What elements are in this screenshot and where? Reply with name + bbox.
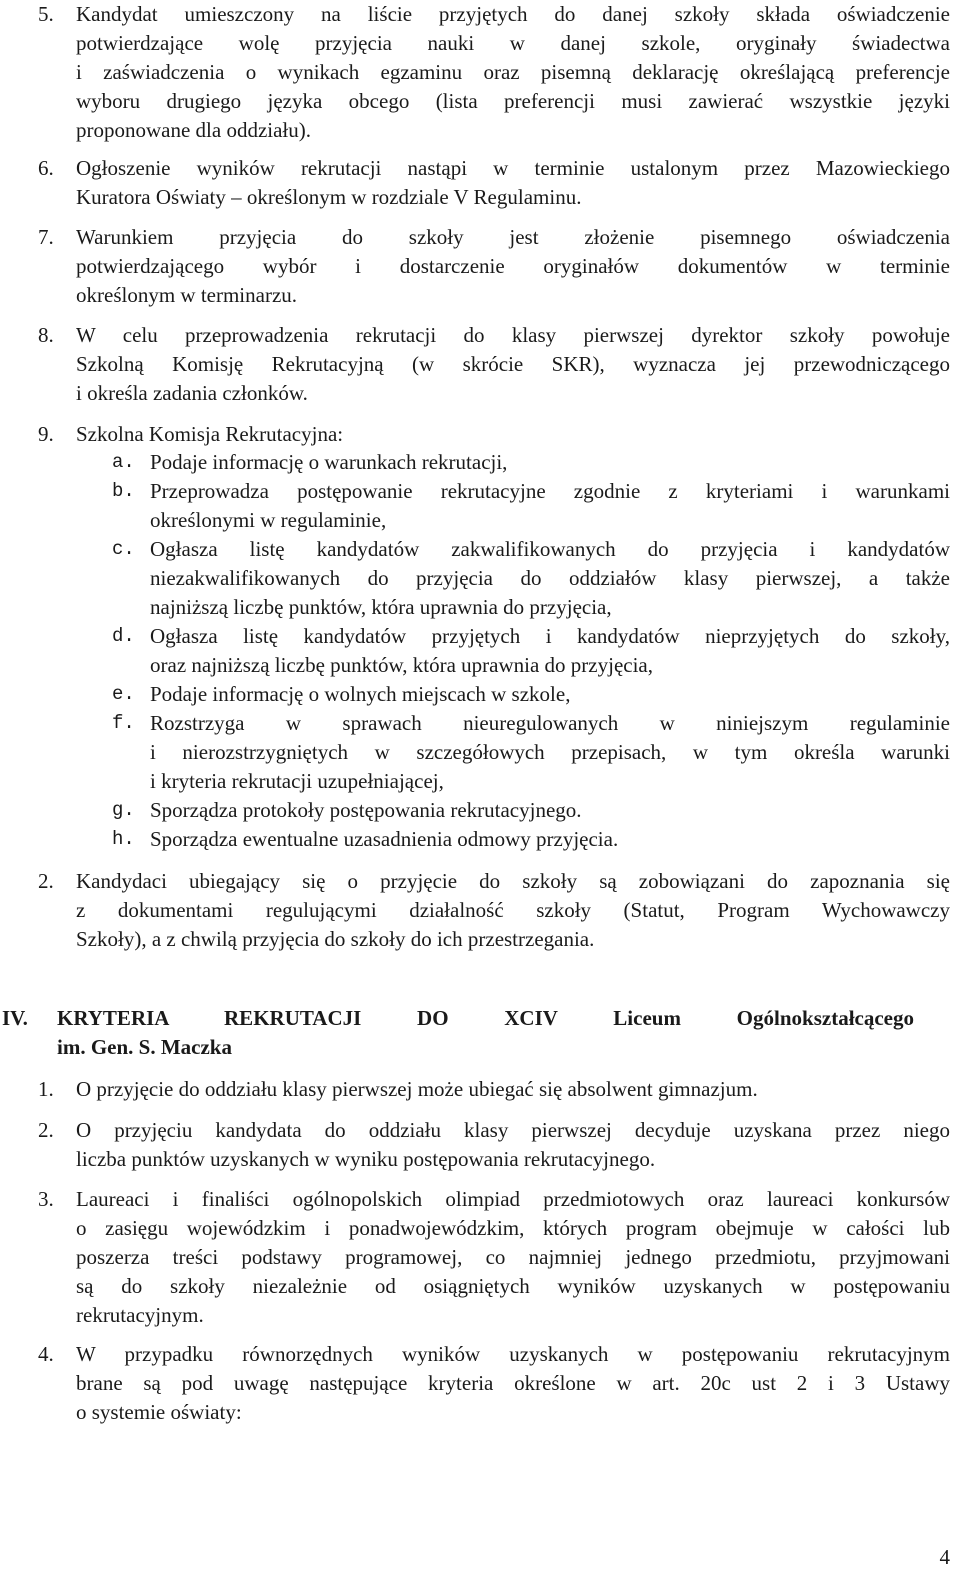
text-line: proponowane dla oddziału). — [76, 118, 312, 142]
text-line: Sporządza protokoły postępowania rekrutacyjnego. — [150, 798, 582, 822]
text-line: Szkolna Komisja Rekrutacyjna: — [76, 422, 344, 446]
section-title-line1: KRYTERIA REKRUTACJI DO XCIV Liceum Ogólnokształcącego — [57, 1006, 914, 1030]
text-line: Warunkiem przyjęcia do szkoły jest złożenie pisemnego oświadczenia — [76, 225, 950, 249]
sub-letter: e. — [112, 683, 135, 705]
text-line: Szkolną Komisję Rekrutacyjną (w skrócie SKR), wyznacza jej przewodniczącego — [76, 352, 950, 376]
text-line: określonymi w regulaminie, — [150, 508, 387, 532]
item-text — [76, 1340, 950, 1427]
text-line: niezakwalifikowanych do przyjęcia do oddziałów klasy pierwszej, a także — [150, 566, 950, 590]
text-line: i określa zadania członków. — [76, 381, 308, 405]
text-line: Szkoły), a z chwilą przyjęcia do szkoły do ich przestrzegania. — [76, 927, 595, 951]
item-number: 5. — [38, 2, 54, 26]
sub-text — [150, 477, 950, 535]
text-line: Podaje informację o wolnych miejscach w szkole, — [150, 682, 571, 706]
text-line: rekrutacyjnym. — [76, 1303, 204, 1327]
item-text — [76, 223, 950, 310]
text-line: W przypadku równorzędnych wyników uzyskanych w postępowaniu rekrutacyjnym — [76, 1342, 950, 1366]
text-line: W celu przeprowadzenia rekrutacji do klasy pierwszej dyrektor szkoły powołuje — [76, 323, 950, 347]
section-number: IV. — [2, 1006, 28, 1030]
text-line: i kryteria rekrutacji uzupełniającej, — [150, 769, 444, 793]
text-line: Przeprowadza postępowanie rekrutacyjne zgodnie z kryteriami i warunkami — [150, 479, 950, 503]
sub-text — [150, 825, 950, 854]
sub-letter: c. — [112, 538, 135, 560]
item-number: 9. — [38, 422, 54, 446]
text-line: z dokumentami regulującymi działalność szkoły (Statut, Program Wychowawczy — [76, 898, 950, 922]
text-line: określonym w terminarzu. — [76, 283, 298, 307]
text-line: wyboru drugiego języka obcego (lista preferencji musi zawierać wszystkie języki — [76, 89, 950, 113]
text-line: O przyjęciu kandydata do oddziału klasy pierwszej decyduje uzyskana przez niego — [76, 1118, 950, 1142]
item-text — [76, 321, 950, 408]
text-line: Kuratora Oświaty – określonym w rozdziale V Regulaminu. — [76, 185, 582, 209]
text-line: Ogłoszenie wyników rekrutacji nastąpi w terminie ustalonym przez Mazowieckiego — [76, 156, 950, 180]
item-number: 2. — [38, 1118, 54, 1142]
text-line: i zaświadczenia o wynikach egzaminu oraz pisemną deklarację określającą preferencje — [76, 60, 950, 84]
text-line: Ogłasza listę kandydatów przyjętych i kandydatów nieprzyjętych do szkoły, — [150, 624, 950, 648]
item-number: 1. — [38, 1077, 54, 1101]
text-line: najniższą liczbę punktów, która uprawnia do przyjęcia, — [150, 595, 612, 619]
item-number: 8. — [38, 323, 54, 347]
text-line: o systemie oświaty: — [76, 1400, 242, 1424]
sub-letter: b. — [112, 480, 135, 502]
text-line: i nierozstrzygniętych w szczegółowych przepisach, w tym określa warunki — [150, 740, 950, 764]
text-line: Laureaci i finaliści ogólnopolskich olimpiad przedmiotowych oraz laureaci konkursów — [76, 1187, 950, 1211]
sub-text — [150, 709, 950, 796]
item-text — [76, 420, 950, 449]
section-title-line2: im. Gen. S. Maczka — [57, 1035, 232, 1059]
text-line: oraz najniższą liczbę punktów, która uprawnia do przyjęcia, — [150, 653, 654, 677]
text-line: Kandydaci ubiegający się o przyjęcie do szkoły są zobowiązani do zapoznania się — [76, 869, 950, 893]
text-line: Rozstrzyga w sprawach nieuregulowanych w niniejszym regulaminie — [150, 711, 950, 735]
item-text — [76, 1116, 950, 1174]
text-line: potwierdzającego wybór i dostarczenie oryginałów dokumentów w terminie — [76, 254, 950, 278]
text-line: potwierdzające wolę przyjęcia nauki w danej szkole, oryginały świadectwa — [76, 31, 950, 55]
text-line: O przyjęcie do oddziału klasy pierwszej może ubiegać się absolwent gimnazjum. — [76, 1077, 758, 1101]
text-line: poszerza treści podstawy programowej, co najmniej jednego przedmiotu, przyjmowani — [76, 1245, 950, 1269]
text-line: Podaje informację o warunkach rekrutacji, — [150, 450, 508, 474]
sub-text — [150, 796, 950, 825]
sub-letter: a. — [112, 451, 135, 473]
text-line: są do szkoły niezależnie od osiągniętych wyników uzyskanych w postępowaniu — [76, 1274, 950, 1298]
page-number: 4 — [939, 1545, 950, 1569]
item-text — [76, 867, 950, 954]
sub-text — [150, 622, 950, 680]
item-text — [76, 154, 950, 212]
item-number: 7. — [38, 225, 54, 249]
sub-text — [150, 680, 950, 709]
item-number: 3. — [38, 1187, 54, 1211]
item-number: 6. — [38, 156, 54, 180]
text-line: Kandydat umieszczony na liście przyjętych do danej szkoły składa oświadczenie — [76, 2, 950, 26]
item-text — [76, 1075, 950, 1104]
item-text — [76, 0, 950, 145]
sub-letter: d. — [112, 625, 135, 647]
sub-letter: h. — [112, 828, 135, 850]
item-number: 2. — [38, 869, 54, 893]
text-line: o zasięgu wojewódzkim i ponadwojewódzkim, których program obejmuje w całości lub — [76, 1216, 950, 1240]
item-number: 4. — [38, 1342, 54, 1366]
sub-letter: f. — [112, 712, 135, 734]
item-text — [76, 1185, 950, 1330]
sub-text — [150, 448, 950, 477]
sub-text — [150, 535, 950, 622]
text-line: Sporządza ewentualne uzasadnienia odmowy przyjęcia. — [150, 827, 619, 851]
text-line: brane są pod uwagę następujące kryteria określone w art. 20c ust 2 i 3 Ustawy — [76, 1371, 950, 1395]
sub-letter: g. — [112, 799, 135, 821]
text-line: liczba punktów uzyskanych w wyniku postępowania rekrutacyjnego. — [76, 1147, 656, 1171]
text-line: Ogłasza listę kandydatów zakwalifikowanych do przyjęcia i kandydatów — [150, 537, 950, 561]
